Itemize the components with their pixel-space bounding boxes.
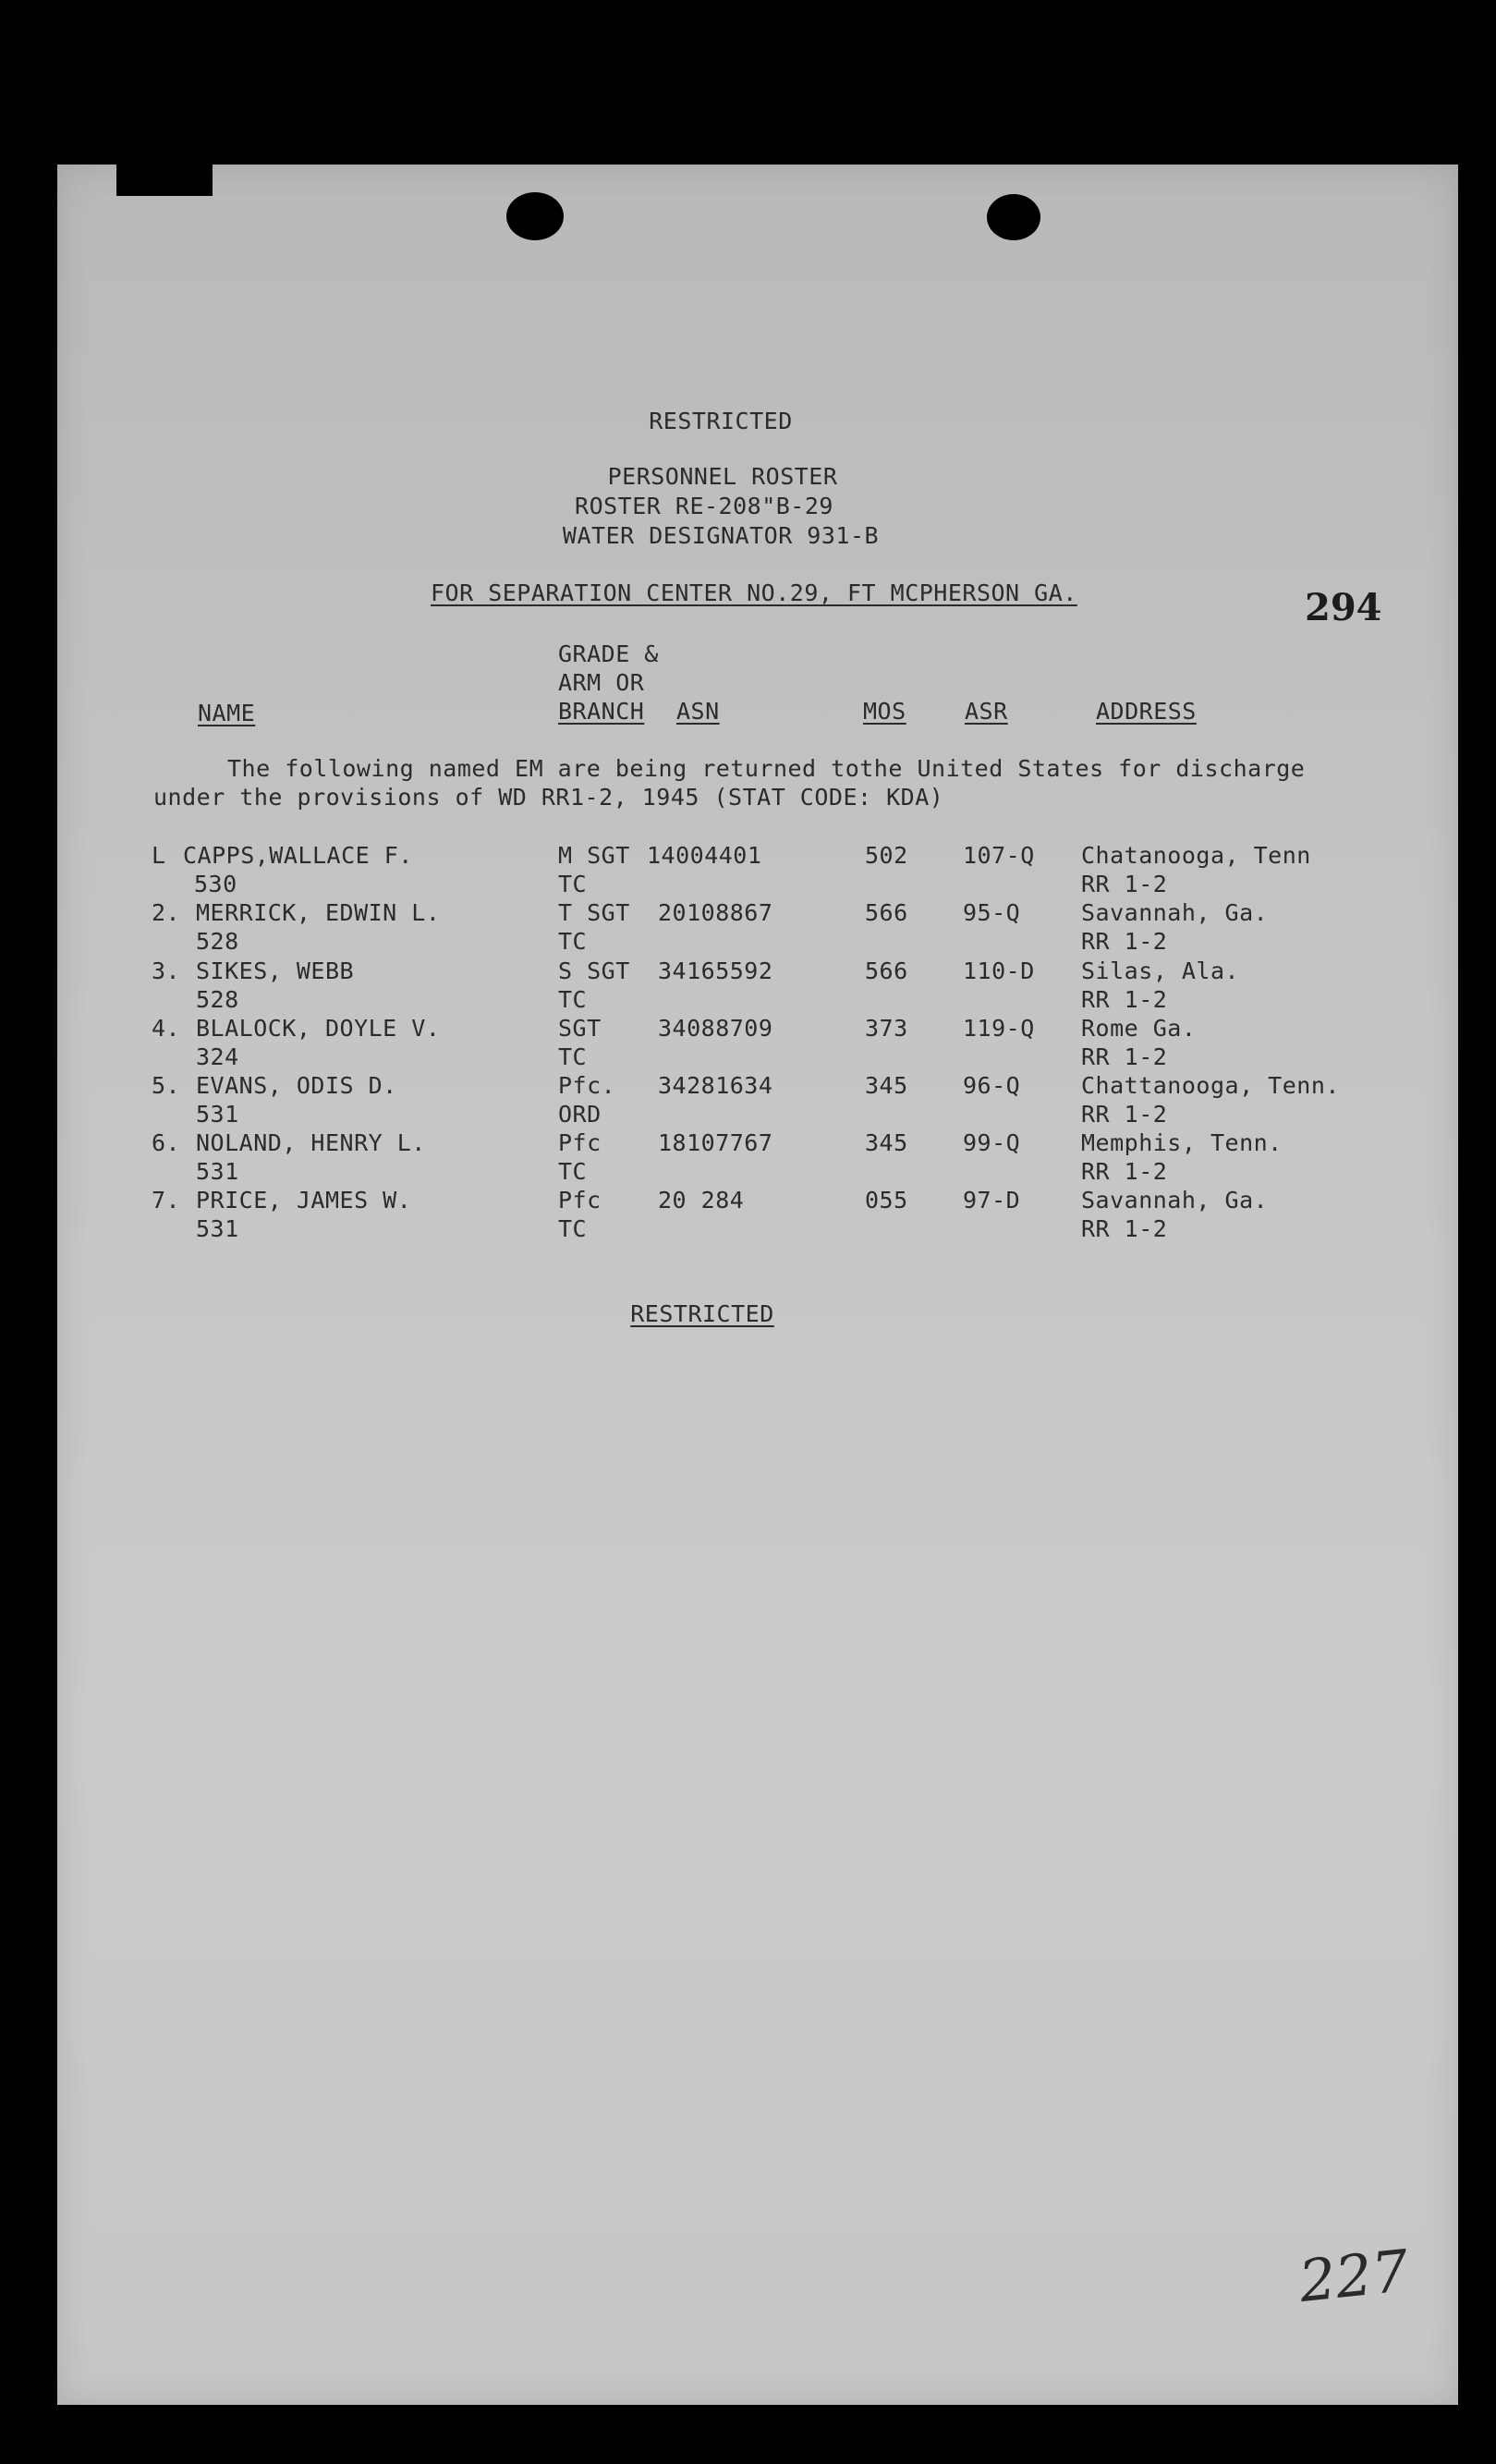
row-branch: ORD — [558, 1101, 602, 1128]
restricted-top: RESTRICTED — [649, 408, 793, 434]
row-asr: 99-Q — [963, 1129, 1021, 1156]
row-address-line-2: RR 1-2 — [1081, 871, 1168, 897]
row-grade: T SGT — [558, 899, 630, 926]
row-asn: 34088709 — [658, 1015, 773, 1042]
row-asr: 97-D — [963, 1187, 1021, 1214]
row-code: 531 — [196, 1158, 239, 1185]
column-header-name: NAME — [198, 700, 256, 726]
row-address: Chatanooga, Tenn — [1081, 842, 1311, 869]
row-grade: Pfc. — [558, 1072, 616, 1099]
row-name: NOLAND, HENRY L. — [196, 1129, 426, 1156]
row-code: 530 — [194, 871, 237, 897]
row-address-line-2: RR 1-2 — [1081, 1158, 1168, 1185]
row-number: 5. — [152, 1072, 181, 1099]
column-header-grade: GRADE & — [558, 640, 659, 667]
row-asr: 110-D — [963, 958, 1035, 984]
row-address: Savannah, Ga. — [1081, 1187, 1269, 1214]
row-branch: TC — [558, 986, 588, 1013]
row-asn: 34165592 — [658, 958, 773, 984]
row-mos: 566 — [865, 958, 908, 984]
row-grade: Pfc — [558, 1129, 602, 1156]
column-header-asn: ASN — [676, 698, 720, 725]
row-mos: 345 — [865, 1129, 908, 1156]
row-number: 4. — [152, 1015, 181, 1042]
row-address-line-2: RR 1-2 — [1081, 986, 1168, 1013]
page-number: 294 — [1305, 586, 1382, 629]
row-code: 528 — [196, 928, 239, 955]
row-asn: 20 284 — [658, 1187, 745, 1214]
row-address-line-2: RR 1-2 — [1081, 1043, 1168, 1070]
row-address: Rome Ga. — [1081, 1015, 1197, 1042]
handwritten-number: 227 — [1295, 2237, 1412, 2315]
row-address-line-2: RR 1-2 — [1081, 1215, 1168, 1242]
row-asn: 14004401 — [647, 842, 762, 869]
row-mos: 566 — [865, 899, 908, 926]
column-header-mos: MOS — [863, 698, 906, 725]
restricted-bottom: RESTRICTED — [630, 1300, 774, 1327]
row-grade: S SGT — [558, 958, 630, 984]
column-header-arm: ARM OR — [558, 669, 645, 696]
intro-line-2: under the provisions of WD RR1-2, 1945 (STAT CODE: KDA) — [153, 784, 944, 811]
row-number: L — [152, 842, 166, 869]
intro-line-1: The following named EM are being returned tothe United States for discharge — [227, 755, 1306, 782]
document-title: PERSONNEL ROSTER — [607, 463, 838, 490]
row-number: 3. — [152, 958, 181, 984]
row-mos: 373 — [865, 1015, 908, 1042]
row-address: Savannah, Ga. — [1081, 899, 1269, 926]
row-mos: 502 — [865, 842, 908, 869]
row-code: 528 — [196, 986, 239, 1013]
row-grade: M SGT — [558, 842, 630, 869]
row-grade: SGT — [558, 1015, 602, 1042]
row-asr: 119-Q — [963, 1015, 1035, 1042]
row-code: 531 — [196, 1215, 239, 1242]
row-number: 7. — [152, 1187, 181, 1214]
column-header-branch: BRANCH — [558, 698, 645, 725]
binder-tab — [116, 165, 213, 196]
row-asn: 34281634 — [658, 1072, 773, 1099]
row-asn: 20108867 — [658, 899, 773, 926]
punch-hole-left — [506, 192, 564, 240]
column-header-address: ADDRESS — [1096, 698, 1197, 725]
row-asr: 107-Q — [963, 842, 1035, 869]
row-name: MERRICK, EDWIN L. — [196, 899, 441, 926]
roster-number: ROSTER RE-208"B-29 — [575, 493, 833, 519]
row-mos: 345 — [865, 1072, 908, 1099]
row-branch: TC — [558, 1215, 588, 1242]
row-branch: TC — [558, 871, 588, 897]
row-mos: 055 — [865, 1187, 908, 1214]
column-header-asr: ASR — [965, 698, 1008, 725]
row-name: BLALOCK, DOYLE V. — [196, 1015, 441, 1042]
row-code: 531 — [196, 1101, 239, 1128]
row-address: Chattanooga, Tenn. — [1081, 1072, 1340, 1099]
separation-center: FOR SEPARATION CENTER NO.29, FT MCPHERSON GA. — [431, 579, 1077, 606]
water-designator: WATER DESIGNATOR 931-B — [562, 522, 880, 549]
row-code: 324 — [196, 1043, 239, 1070]
row-asr: 96-Q — [963, 1072, 1021, 1099]
row-address-line-2: RR 1-2 — [1081, 1101, 1168, 1128]
row-branch: TC — [558, 928, 588, 955]
row-name: SIKES, WEBB — [196, 958, 355, 984]
row-grade: Pfc — [558, 1187, 602, 1214]
row-branch: TC — [558, 1043, 588, 1070]
row-asr: 95-Q — [963, 899, 1021, 926]
punch-hole-right — [987, 194, 1040, 240]
row-name: EVANS, ODIS D. — [196, 1072, 397, 1099]
row-branch: TC — [558, 1158, 588, 1185]
row-name: PRICE, JAMES W. — [196, 1187, 412, 1214]
row-number: 2. — [152, 899, 181, 926]
row-asn: 18107767 — [658, 1129, 773, 1156]
row-number: 6. — [152, 1129, 181, 1156]
row-address: Silas, Ala. — [1081, 958, 1240, 984]
row-address: Memphis, Tenn. — [1081, 1129, 1283, 1156]
row-address-line-2: RR 1-2 — [1081, 928, 1168, 955]
row-name: CAPPS,WALLACE F. — [183, 842, 413, 869]
